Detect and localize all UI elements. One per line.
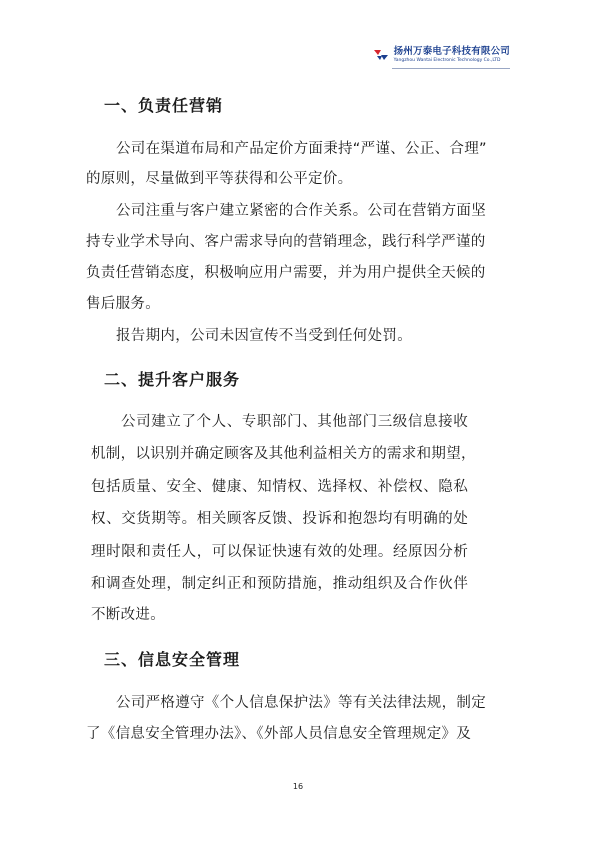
paragraph-line: 公司建立了个人、专职部门、其他部门三级信息接收 xyxy=(121,414,469,430)
paragraph-line: 和调查处理，制定纠正和预防措施，推动组织及合作伙伴 xyxy=(91,576,469,592)
company-name-cn: 扬州万泰电子科技有限公司 xyxy=(393,46,510,57)
paragraph-line: 售后服务。 xyxy=(86,296,160,312)
paragraph-line: 机制，以识别并确定顾客及其他利益相关方的需求和期望， xyxy=(91,446,476,462)
paragraph-line: 持专业学术导向、客户需求导向的营销理念，践行科学严谨的 xyxy=(86,234,486,250)
paragraph-line: 报告期内，公司未因宣传不当受到任何处罚。 xyxy=(116,328,412,344)
paragraph-line: 不断改进。 xyxy=(91,607,165,623)
paragraph-line: 了《信息安全管理办法》、《外部人员信息安全管理规定》及 xyxy=(86,726,472,742)
paragraph-line: 公司严格遵守《个人信息保护法》等有关法律法规，制定 xyxy=(116,695,486,711)
paragraph-line: 理时限和责任人，可以保证快速有效的处理。经原因分析 xyxy=(91,544,469,560)
paragraph-line: 的原则，尽量做到平等获得和公平定价。 xyxy=(86,171,353,187)
paragraph-line: 负责任营销态度，积极响应用户需要，并为用户提供全天候的 xyxy=(86,265,486,281)
paragraph-line: 权、交货期等。相关顾客反馈、投诉和抱怨均有明确的处 xyxy=(91,511,469,527)
page-number: 16 xyxy=(292,782,304,791)
paragraph-line: 公司注重与客户建立紧密的合作关系。公司在营销方面坚 xyxy=(116,203,486,219)
company-name-en: Yangzhou Wantai Electronic Technology Co.,LTD xyxy=(393,57,501,63)
company-logo-icon xyxy=(373,48,389,62)
section-title-customer-service: 二、提升客户服务 xyxy=(104,370,241,389)
section-title-information-security: 三、信息安全管理 xyxy=(104,650,241,669)
paragraph-line: 公司在渠道布局和产品定价方面秉持“严谨、公正、合理” xyxy=(116,141,487,157)
paragraph-line: 包括质量、安全、健康、知情权、选择权、补偿权、隐私 xyxy=(91,479,469,495)
header-divider xyxy=(392,68,510,69)
page-header xyxy=(373,47,510,63)
section-title-responsible-marketing: 一、负责任营销 xyxy=(104,96,224,115)
